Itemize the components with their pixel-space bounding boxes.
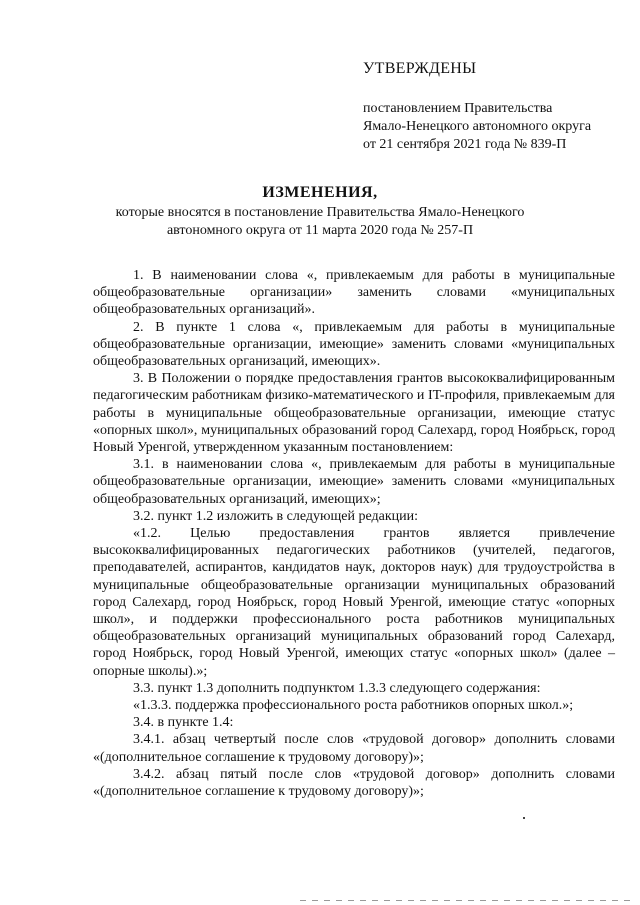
approval-header: УТВЕРЖДЕНЫ (363, 60, 477, 77)
paragraph-2: 2. В пункте 1 слова «, привлекаемым для работы в муниципальные общеобразовательные организации, имеющие» заменить словами «муниципальных общеобразовательных организаций, имеющих». (93, 319, 615, 370)
document-title: ИЗМЕНЕНИЯ, (262, 184, 378, 201)
document-subtitle (110, 204, 530, 240)
paragraph-3-3: 3.3. пункт 1.3 дополнить подпунктом 1.3.3 следующего содержания: (133, 680, 541, 696)
paragraph-3-4-2: 3.4.2. абзац пятый после слов «трудовой договор» дополнить словами «(дополнительное соглашение к трудовому договору)»; (93, 766, 615, 800)
paragraph-3-1: 3.1. в наименовании слова «, привлекаемым для работы в муниципальные общеобразовательные организации, имеющие» заменить словами «муниципальных общеобразовательных организаций, имеющих»; (93, 457, 615, 507)
scan-speck (523, 817, 525, 819)
subtitle-line-1: которые вносятся в постановление Правительства Ямало-Ненецкого (115, 205, 525, 220)
bottom-scan-edge (300, 900, 630, 901)
paragraph-3-4: 3.4. в пункте 1.4: (133, 715, 234, 731)
approval-line-1: постановлением Правительства (363, 101, 553, 116)
paragraph-1-3-3-quote: «1.3.3. поддержка профессионального роста работников опорных школ.»; (133, 698, 574, 714)
paragraph-1: 1. В наименовании слова «, привлекаемым для работы в муниципальные общеобразовательные организации» заменить словами «муниципальных общеобразовательных организаций». (93, 268, 615, 318)
paragraph-3-2: 3.2. пункт 1.2 изложить в следующей редакции: (133, 508, 418, 524)
approval-line-2: Ямало-Ненецкого автономного округа (363, 119, 592, 134)
approval-block (363, 60, 633, 154)
paragraph-3-4-1: 3.4.1. абзац четвертый после слов «трудовой договор» дополнить словами «(дополнительное соглашение к трудовому договору)»; (93, 732, 615, 765)
approval-line-3: от 21 сентября 2021 года № 839-П (363, 137, 567, 152)
subtitle-line-2: автономного округа от 11 марта 2020 года № 257-П (166, 223, 474, 238)
paragraph-3: 3. В Положении о порядке предоставления грантов высококвалифицированным педагогическим работникам физико-математического и IT-профиля, привлекаемым для работы в муниципальные общеобразовательные организации, имеющие статус «опорных школ», муниципальных образований город Салехард, город Ноябрьск, город Новый Уренгой, утвержденном указанным постановлением: (93, 371, 615, 456)
document-body (93, 267, 615, 800)
paragraph-1-2-quote: «1.2. Целью предоставления грантов является привлечение высококвалифицированных педагогических работников (учителей, педагогов, преподавателей, аспирантов, кандидатов наук, докторов наук) для трудоустройства в муниципальные общеобразовательные организации муниципальных образований город Салехард, город Ноябрьск, город Новый Уренгой, имеющие статус «опорных школ», и поддержки профессионального роста работников муниципальных общеобразовательных организаций муниципальных образований город Салехард, город Ноябрьск, город Новый Уренгой, имеющих статус «опорных школ» (далее – опорные школы).»; (93, 526, 615, 679)
